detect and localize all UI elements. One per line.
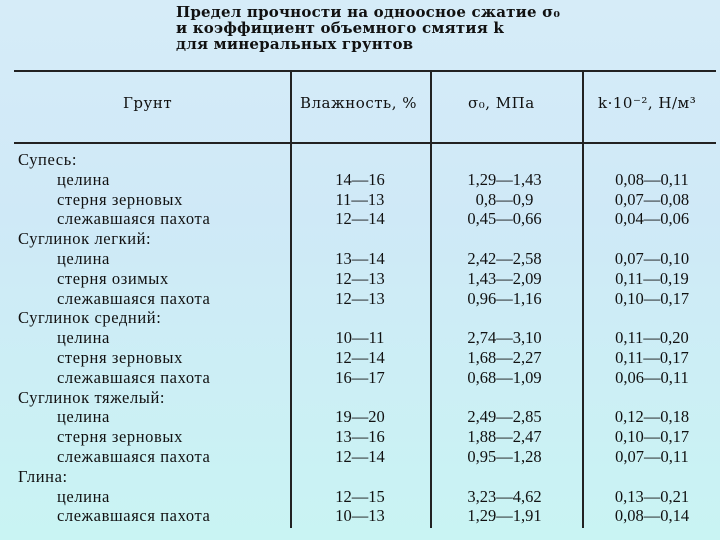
table-row bbox=[0, 328, 720, 348]
moisture-cell: 10—13 bbox=[335, 506, 385, 526]
header-bottom-rule bbox=[14, 142, 716, 144]
moisture-cell: 12—14 bbox=[335, 209, 385, 229]
soil-condition-label: целина bbox=[57, 248, 110, 268]
title-line-2: и коэффициент объемного смятия k bbox=[176, 19, 504, 37]
soil-condition-label: слежавшаяся пахота bbox=[57, 209, 211, 229]
table-body bbox=[0, 150, 720, 526]
group-row bbox=[0, 229, 720, 249]
soil-group-label: Глина: bbox=[18, 466, 68, 486]
k-cell: 0,07—0,11 bbox=[615, 446, 689, 466]
sigma-cell: 1,29—1,43 bbox=[467, 169, 542, 189]
k-cell: 0,11—0,17 bbox=[615, 347, 689, 367]
group-row bbox=[0, 308, 720, 328]
table-row bbox=[0, 289, 720, 309]
title-line-1: Предел прочности на одноосное сжатие σ₀ bbox=[176, 3, 561, 21]
table-row bbox=[0, 170, 720, 190]
k-cell: 0,12—0,18 bbox=[614, 407, 690, 427]
group-row bbox=[0, 467, 720, 487]
title-line-3: для минеральных грунтов bbox=[176, 35, 414, 53]
table-row bbox=[0, 506, 720, 526]
k-cell: 0,11—0,20 bbox=[615, 328, 689, 348]
table-row bbox=[0, 269, 720, 289]
moisture-cell: 16—17 bbox=[335, 367, 385, 387]
soil-condition-label: стерня зерновых bbox=[57, 189, 183, 209]
k-cell: 0,08—0,11 bbox=[615, 169, 689, 189]
header-k: k·10⁻², Н/м³ bbox=[598, 94, 697, 112]
header-moisture: Влажность, % bbox=[300, 94, 417, 112]
sigma-cell: 2,42—2,58 bbox=[467, 248, 542, 268]
soil-condition-label: стерня зерновых bbox=[57, 427, 183, 447]
soil-condition-label: слежавшаяся пахота bbox=[57, 288, 211, 308]
header-soil: Грунт bbox=[123, 94, 173, 112]
soil-condition-label: слежавшаяся пахота bbox=[57, 367, 211, 387]
sigma-cell: 1,68—2,27 bbox=[467, 347, 542, 367]
k-cell: 0,13—0,21 bbox=[614, 486, 690, 506]
table-row bbox=[0, 348, 720, 368]
k-cell: 0,04—0,06 bbox=[614, 209, 690, 229]
table-row bbox=[0, 487, 720, 507]
soil-condition-label: слежавшаяся пахота bbox=[57, 506, 211, 526]
k-cell: 0,10—0,17 bbox=[614, 288, 690, 308]
moisture-cell: 12—13 bbox=[335, 268, 385, 288]
moisture-cell: 12—13 bbox=[335, 288, 385, 308]
sigma-cell: 1,29—1,91 bbox=[467, 506, 542, 526]
table-row bbox=[0, 447, 720, 467]
sigma-cell: 3,23—4,62 bbox=[467, 486, 542, 506]
moisture-cell: 13—14 bbox=[335, 248, 385, 268]
soil-condition-label: слежавшаяся пахота bbox=[57, 446, 211, 466]
moisture-cell: 12—14 bbox=[335, 446, 385, 466]
k-cell: 0,07—0,10 bbox=[614, 248, 690, 268]
sigma-cell: 0,8—0,9 bbox=[475, 189, 534, 209]
group-row bbox=[0, 388, 720, 408]
table-row bbox=[0, 249, 720, 269]
sigma-cell: 0,45—0,66 bbox=[467, 209, 542, 229]
table-title bbox=[176, 4, 646, 52]
header-sigma: σ₀, МПа bbox=[468, 94, 535, 112]
soil-group-label: Суглинок средний: bbox=[18, 308, 162, 328]
soil-group-label: Суглинок легкий: bbox=[18, 229, 152, 249]
table-top-rule bbox=[14, 70, 716, 72]
moisture-cell: 11—13 bbox=[335, 189, 385, 209]
sigma-cell: 2,74—3,10 bbox=[467, 328, 542, 348]
soil-condition-label: целина bbox=[57, 169, 110, 189]
moisture-cell: 19—20 bbox=[335, 407, 385, 427]
table-row bbox=[0, 368, 720, 388]
soil-condition-label: целина bbox=[57, 328, 110, 348]
k-cell: 0,06—0,11 bbox=[615, 367, 689, 387]
group-row bbox=[0, 150, 720, 170]
moisture-cell: 14—16 bbox=[335, 169, 385, 189]
sigma-cell: 0,68—1,09 bbox=[467, 367, 542, 387]
sigma-cell: 1,88—2,47 bbox=[467, 427, 542, 447]
moisture-cell: 12—14 bbox=[335, 347, 385, 367]
k-cell: 0,10—0,17 bbox=[614, 427, 690, 447]
sigma-cell: 2,49—2,85 bbox=[467, 407, 542, 427]
k-cell: 0,08—0,14 bbox=[614, 506, 690, 526]
moisture-cell: 10—11 bbox=[335, 328, 385, 348]
soil-group-label: Суглинок тяжелый: bbox=[18, 387, 166, 407]
soil-group-label: Супесь: bbox=[18, 150, 78, 169]
moisture-cell: 13—16 bbox=[335, 427, 385, 447]
moisture-cell: 12—15 bbox=[335, 486, 385, 506]
k-cell: 0,07—0,08 bbox=[614, 189, 690, 209]
soil-condition-label: целина bbox=[57, 486, 110, 506]
table-row bbox=[0, 209, 720, 229]
sigma-cell: 0,96—1,16 bbox=[467, 288, 542, 308]
soil-condition-label: стерня зерновых bbox=[57, 347, 183, 367]
sigma-cell: 1,43—2,09 bbox=[467, 268, 542, 288]
table-row bbox=[0, 190, 720, 210]
soil-condition-label: стерня озимых bbox=[57, 268, 169, 288]
soil-condition-label: целина bbox=[57, 407, 110, 427]
table-row bbox=[0, 407, 720, 427]
sigma-cell: 0,95—1,28 bbox=[467, 446, 542, 466]
k-cell: 0,11—0,19 bbox=[615, 268, 689, 288]
table-row bbox=[0, 427, 720, 447]
